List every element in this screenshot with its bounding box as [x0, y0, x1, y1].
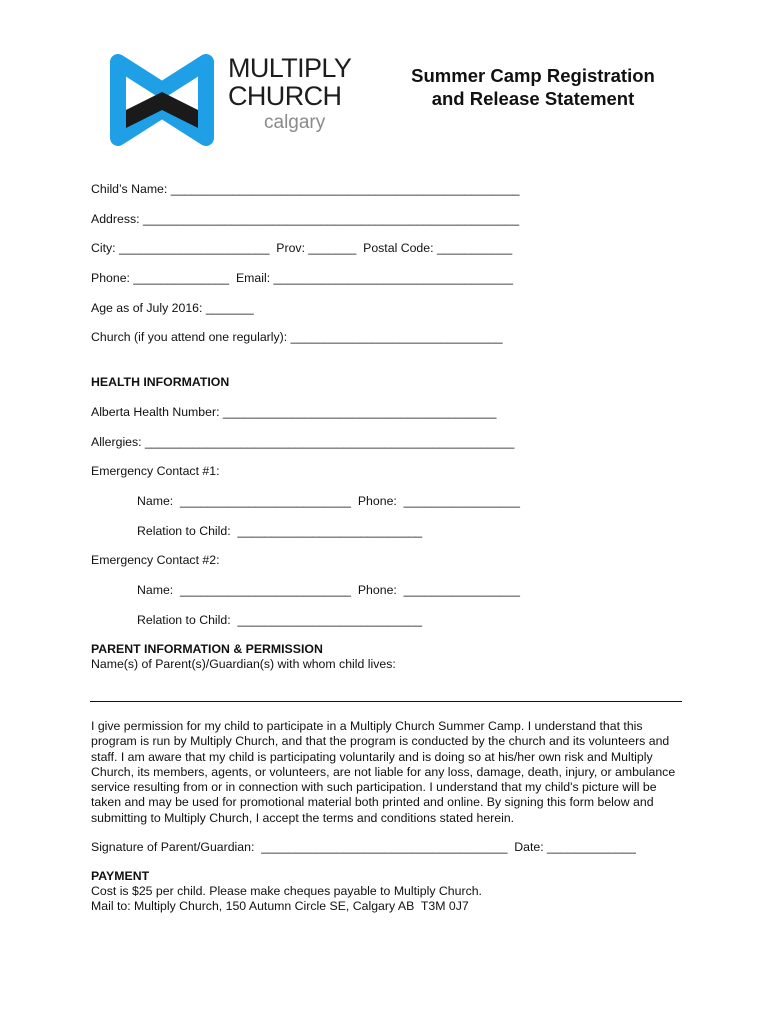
- payment-mail-address: Mail to: Multiply Church, 150 Autumn Circle SE, Calgary AB T3M 0J7: [91, 899, 469, 913]
- age-field[interactable]: Age as of July 2016: _______: [91, 301, 254, 315]
- permission-statement: I give permission for my child to participate in a Multiply Church Summer Camp. I understand that this program is run by Multiply Church, and that the program is conducted by the church and its volunteers and staff. I am aware that my child is participating voluntarily and is doing so at his/her own risk and Multiply Church, its members, agents, or volunteers, are not liable for any loss, damage, death, injury, or ambulance service resulting from or in connection with such participation. I understand that my child's picture will be taken and may be used for promotional material both printed and online. By signing this form below and submitting to Multiply Church, I accept the terms and conditions stated herein.: [91, 719, 676, 825]
- payment-cost-text: Cost is $25 per child. Please make cheques payable to Multiply Church.: [91, 884, 482, 898]
- logo-wordmark: [228, 54, 351, 134]
- alberta-health-number-field[interactable]: Alberta Health Number: ________________________________________: [91, 405, 497, 419]
- emergency-contact-2-label: Emergency Contact #2:: [91, 553, 220, 567]
- phone-email-field[interactable]: Phone: ______________ Email: ___________________________________: [91, 271, 513, 285]
- page-title: [388, 64, 678, 110]
- emergency-contact-2-relation-field[interactable]: Relation to Child: ___________________________: [137, 613, 423, 627]
- parent-names-input-line[interactable]: [90, 701, 682, 702]
- allergies-field[interactable]: Allergies: ______________________________________________________: [91, 435, 515, 449]
- bowtie-logo-icon: [104, 54, 220, 146]
- emergency-contact-1-label: Emergency Contact #1:: [91, 464, 220, 478]
- logo-line-multiply: MULTIPLY: [228, 53, 352, 83]
- logo-line-calgary: calgary: [264, 112, 326, 133]
- health-heading: HEALTH INFORMATION: [91, 375, 230, 389]
- emergency-contact-1-name-phone-field[interactable]: Name: _________________________ Phone: _________________: [137, 494, 520, 508]
- title-line-1: Summer Camp Registration: [411, 65, 655, 86]
- multiply-church-logo: [104, 52, 364, 148]
- logo-line-church: CHURCH: [228, 81, 342, 111]
- payment-heading: PAYMENT: [91, 869, 150, 883]
- city-prov-postal-field[interactable]: City: ______________________ Prov: _______ Postal Code: ___________: [91, 241, 513, 255]
- emergency-contact-2-name-phone-field[interactable]: Name: _________________________ Phone: _________________: [137, 583, 520, 597]
- emergency-contact-1-relation-field[interactable]: Relation to Child: ___________________________: [137, 524, 423, 538]
- church-field[interactable]: Church (if you attend one regularly): _______________________________: [91, 330, 503, 344]
- address-field[interactable]: Address: _______________________________________________________: [91, 212, 520, 226]
- signature-date-field[interactable]: Signature of Parent/Guardian: ____________________________________ Date: _____________: [91, 840, 636, 854]
- title-line-2: and Release Statement: [431, 88, 635, 109]
- child-name-field[interactable]: Child’s Name: ___________________________________________________: [91, 182, 520, 196]
- parent-names-label: Name(s) of Parent(s)/Guardian(s) with whom child lives:: [91, 657, 396, 671]
- parent-heading: PARENT INFORMATION & PERMISSION: [91, 642, 323, 656]
